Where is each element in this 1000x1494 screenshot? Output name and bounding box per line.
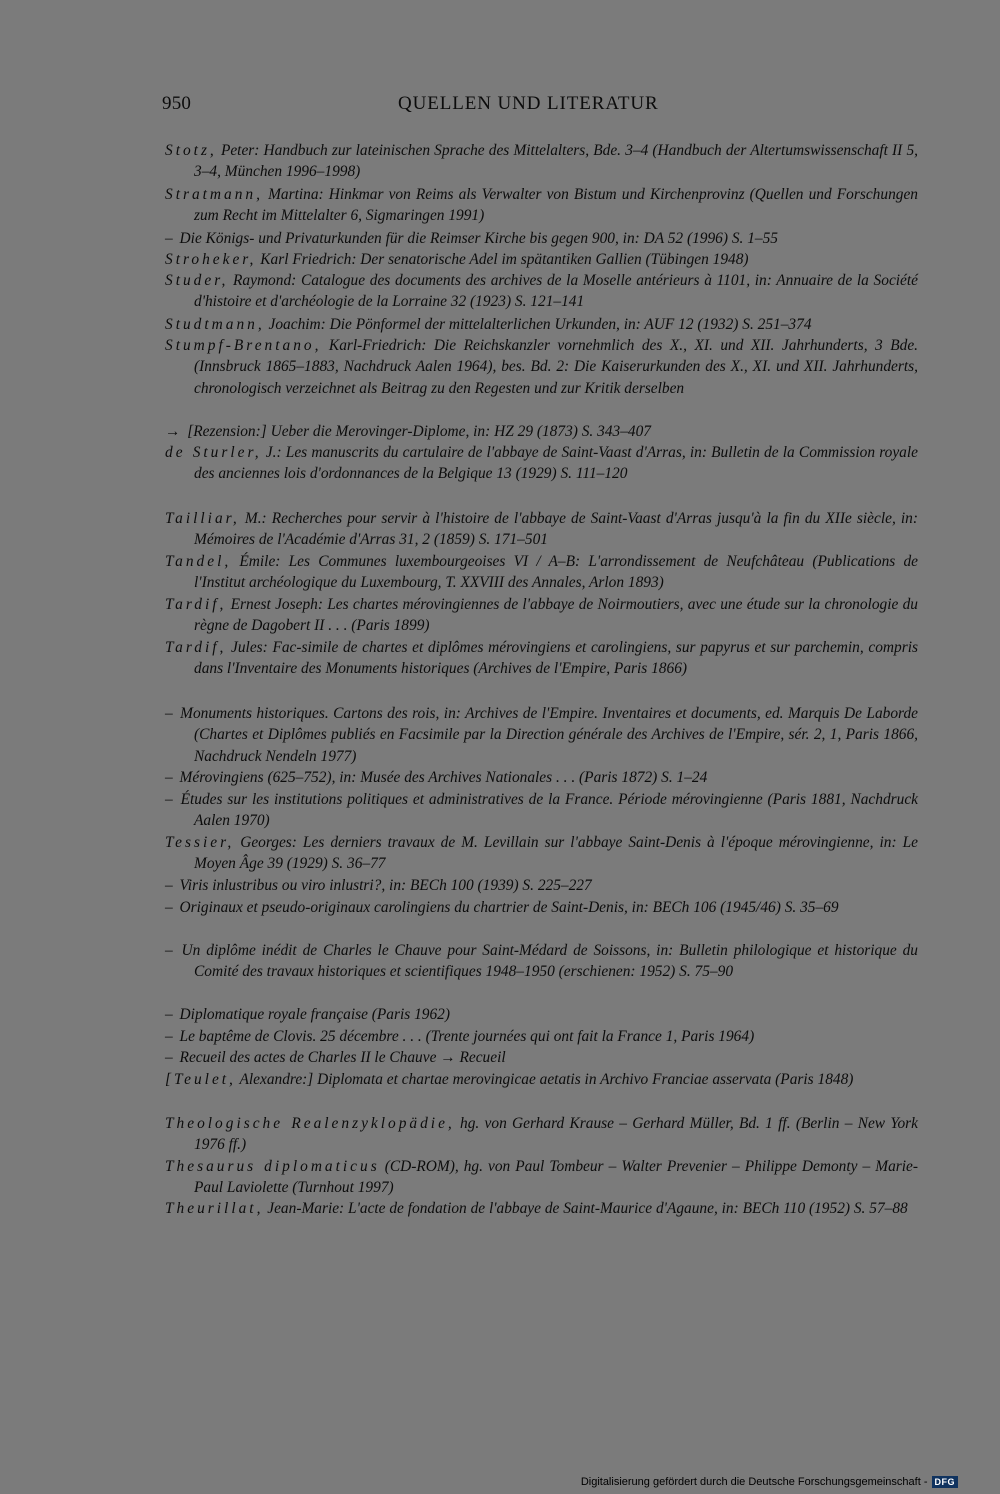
entry-author: de Sturler, [165,444,262,461]
bibliography-entry [165,335,918,399]
entry-author: – [165,705,176,722]
running-title: QUELLEN UND LITERATUR [398,93,659,114]
entry-text: Karl-Friedrich: Die Reichskanzler vornehmlich des X., XI. und XII. Jahrhunderts, 3 Bde. (Innsbruck 1865–1883, Nachdruck Aalen 1964), bes. Bd. 2: Die Kaiserurkunden des X., XI. und XII. Jahrhunderts, chronologisch verzeichnet als Beitrag zu den Regesten und zur Kritik derselben [194,337,918,397]
entry-author: Tardif, [165,596,227,613]
bibliography-entry [165,508,918,551]
entry-author: – [165,769,176,786]
entry-author: Stroheker, [165,251,257,268]
entry-author: Tessier, [165,834,235,851]
bibliography-entry [165,637,918,680]
bibliography-entry [165,421,918,442]
entry-text: Jean-Marie: L'acte de fondation de l'abbaye de Saint-Maurice d'Agaune, in: BECh 110 (1952) S. 57–88 [263,1200,908,1217]
entry-text: M.: Recherches pour servir à l'histoire de l'abbaye de Saint-Vaast d'Arras jusqu'à la fin du XIIe siècle, in: Mémoires de l'Académie d'Arras 31, 2 (1859) S. 171–501 [194,510,918,549]
entry-author: → [165,423,184,440]
bibliography-entry [165,1113,918,1156]
entry-author: Stotz, [165,142,217,159]
bibliography-entry [165,832,918,875]
entry-text: Originaux et pseudo-originaux carolingiens du chartrier de Saint-Denis, in: BECh 106 (1945/46) S. 35–69 [175,899,839,916]
entry-text: (CD-ROM), hg. von Paul Tombeur – Walter Prevenier – Philippe Demonty – Marie-Paul Laviolette (Turnhout 1997) [194,1158,918,1197]
entry-text: Raymond: Catalogue des documents des archives de la Moselle antérieurs à 1101, in: Annuaire de la Société d'histoire et d'archéologie de la Lorraine 32 (1923) S. 121–141 [194,272,918,311]
bibliography-entry [165,1026,918,1047]
entry-text: Alexandre:] Diplomata et chartae merovingicae aetatis in Archivo Franciae asservata (Paris 1848) [235,1071,854,1088]
entry-text: Études sur les institutions politiques et administratives de la France. Période mérovingienne (Paris 1881, Nachdruck Aalen 1970) [175,791,918,830]
entry-text: Le baptême de Clovis. 25 décembre . . . (Trente journées qui ont fait la France 1, Paris 1964) [175,1028,755,1045]
bibliography-entry [165,789,918,832]
entry-author: Theologische Realenzyklopädie, [165,1115,455,1132]
entry-author: – [165,877,176,894]
entry-text: Un diplôme inédit de Charles le Chauve pour Saint-Médard de Soissons, in: Bulletin philologique et historique du Comité des travaux historiques et scientifiques 1948–1950 (erschienen: 1952) S. 75–90 [175,942,918,981]
entry-text: Émile: Les Communes luxembourgeoises VI / A–B: L'arrondissement de Neufchâteau (Publications de l'Institut archéologique du Luxembourg, T. XXVIII des Annales, Arlon 1893) [194,553,918,592]
digitization-credit [581,1476,958,1488]
bibliography-entry [165,314,918,335]
entry-text: Recueil des actes de Charles II le Chauve → Recueil [175,1049,506,1066]
entry-author: Studer, [165,272,229,289]
bibliography-entry [165,270,918,313]
entry-text: J.: Les manuscrits du cartulaire de l'abbaye de Saint-Vaast d'Arras, in: Bulletin de la Commission royale des anciennes lois d'ordonnances de la Belgique 13 (1929) S. 111–120 [194,444,918,483]
bibliography-entry [165,1069,918,1090]
entry-text: Mérovingiens (625–752), in: Musée des Archives Nationales . . . (Paris 1872) S. 1–24 [175,769,708,786]
entry-author: Tandel, [165,553,232,570]
entry-text: Viris inlustribus ou viro inlustri?, in: BECh 100 (1939) S. 225–227 [175,877,592,894]
entry-text: Jules: Fac-simile de chartes et diplômes mérovingiens et carolingiens, sur papyrus et sur parchemin, compris dans l'Inventaire des Monuments historiques (Archives de l'Empire, Paris 1866) [194,639,918,678]
entry-author: Thesaurus diplomaticus [165,1158,380,1175]
bibliography-entry [165,1047,918,1068]
entry-text: Martina: Hinkmar von Reims als Verwalter von Bistum und Kirchenprovinz (Quellen und Forschungen zum Recht im Mittelalter 6, Sigmaringen 1991) [194,186,918,225]
entry-text: Karl Friedrich: Der senatorische Adel im spätantiken Gallien (Tübingen 1948) [256,251,749,268]
entry-author: Stumpf-Brentano, [165,337,322,354]
bibliography-entry [165,897,918,918]
entry-text: hg. von Gerhard Krause – Gerhard Müller, Bd. 1 ff. (Berlin – New York 1976 ff.) [194,1115,918,1154]
entry-text: Peter: Handbuch zur lateinischen Sprache des Mittelalters, Bde. 3–4 (Handbuch der Altertumswissenschaft II 5, 3–4, München 1996–1998) [194,142,918,181]
bibliography-entry [165,442,918,485]
entry-author: – [165,791,176,808]
dfg-logo: DFG [932,1476,959,1488]
bibliography-entry [165,1156,918,1199]
entry-text: Ernest Joseph: Les chartes mérovingiennes de l'abbaye de Noirmoutiers, avec une étude sur la chronologie du règne de Dagobert II . . . (Paris 1899) [194,596,918,635]
page-number: 950 [162,93,192,114]
entry-author: Tardif, [165,639,227,656]
bibliography-entry [165,940,918,983]
credit-text: Digitalisierung gefördert durch die Deutsche Forschungsgemeinschaft - [580,1476,928,1488]
entry-text: Die Königs- und Privaturkunden für die Reimser Kirche bis gegen 900, in: DA 52 (1996) S. 1–55 [175,230,778,247]
entry-author: – [165,942,176,959]
entry-text: Diplomatique royale française (Paris 1962) [175,1006,450,1023]
bibliography-entry [165,228,918,249]
bibliography-entry [165,140,918,183]
bibliography-entry [165,551,918,594]
bibliography-entry [165,184,918,227]
entry-text: Monuments historiques. Cartons des rois, in: Archives de l'Empire. Inventaires et documents, ed. Marquis De Laborde (Chartes et Diplômes publiés en Facsimile par la Direction générale des Archives de l'Empire, sér. 2, 1, Paris 1866, Nachdruck Nendeln 1977) [175,705,918,765]
entry-author: – [165,1028,176,1045]
bibliography-entry [165,703,918,767]
entry-author: [Teulet, [165,1071,236,1088]
entry-author: – [165,899,176,916]
bibliography-entry [165,594,918,637]
entry-author: Stratmann, [165,186,263,203]
bibliography-entry [165,1198,918,1219]
entry-author: Tailliar, [165,510,240,527]
bibliography-entry [165,1004,918,1025]
bibliography-entry [165,875,918,896]
entry-author: – [165,230,176,247]
entry-author: Theurillat, [165,1200,264,1217]
bibliography-entry [165,767,918,788]
entry-author: – [165,1006,176,1023]
entry-text: [Rezension:] Ueber die Merovinger-Diplome, in: HZ 29 (1873) S. 343–407 [183,423,651,440]
entry-text: Joachim: Die Pönformel der mittelalterlichen Urkunden, in: AUF 12 (1932) S. 251–374 [264,316,812,333]
entry-text: Georges: Les derniers travaux de M. Levillain sur l'abbaye Saint-Denis à l'époque mérovingienne, in: Le Moyen Âge 39 (1929) S. 36–77 [194,834,918,873]
entry-author: – [165,1049,176,1066]
bibliography-entry [165,249,918,270]
entry-author: Studtmann, [165,316,265,333]
